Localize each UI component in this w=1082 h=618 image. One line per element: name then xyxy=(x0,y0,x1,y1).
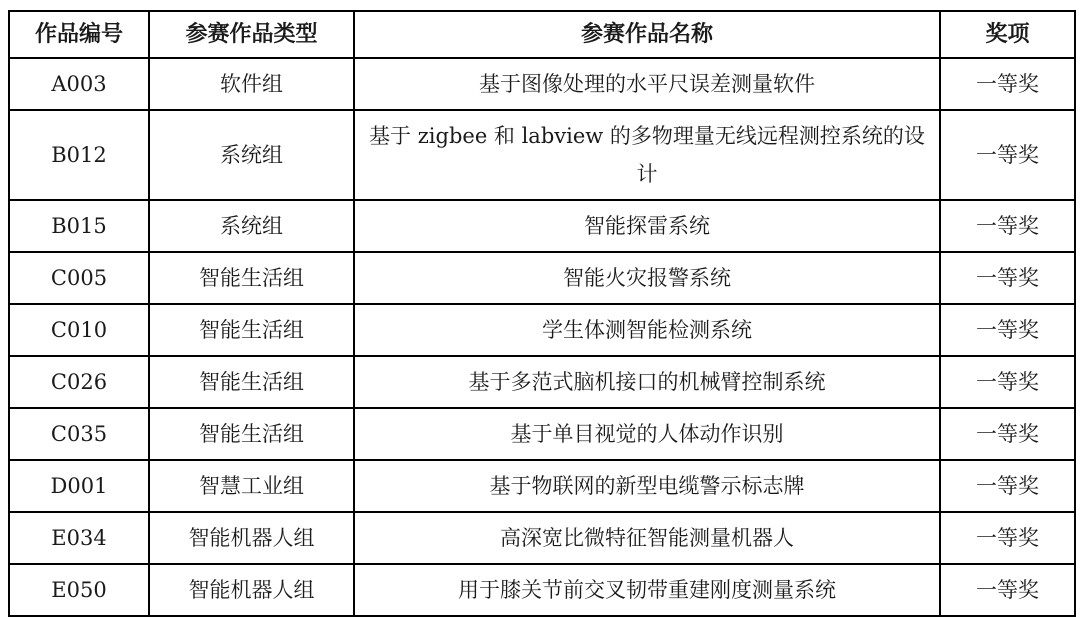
work-type-cell: 系统组 xyxy=(149,200,354,252)
award-cell: 一等奖 xyxy=(940,460,1075,512)
work-type-cell: 智能生活组 xyxy=(149,304,354,356)
work-name-cell: 基于单目视觉的人体动作识别 xyxy=(354,408,940,460)
award-table xyxy=(8,10,1076,617)
header-work-id: 作品编号 xyxy=(9,11,149,58)
table-row xyxy=(9,304,1075,356)
table-row xyxy=(9,512,1075,564)
work-type-cell: 智能生活组 xyxy=(149,356,354,408)
table-row xyxy=(9,460,1075,512)
table-row xyxy=(9,564,1075,616)
header-award: 奖项 xyxy=(940,11,1075,58)
work-type-cell: 智能机器人组 xyxy=(149,564,354,616)
work-id-cell: B012 xyxy=(9,110,149,200)
work-name-cell: 基于物联网的新型电缆警示标志牌 xyxy=(354,460,940,512)
work-id-cell: D001 xyxy=(9,460,149,512)
work-id-cell: C035 xyxy=(9,408,149,460)
work-name-cell: 智能探雷系统 xyxy=(354,200,940,252)
work-id-cell: C005 xyxy=(9,252,149,304)
work-id-cell: E034 xyxy=(9,512,149,564)
work-name-cell: 高深宽比微特征智能测量机器人 xyxy=(354,512,940,564)
table-row xyxy=(9,408,1075,460)
award-cell: 一等奖 xyxy=(940,512,1075,564)
work-name-cell: 用于膝关节前交叉韧带重建刚度测量系统 xyxy=(354,564,940,616)
work-type-cell: 系统组 xyxy=(149,110,354,200)
work-name-cell: 基于 zigbee 和 labview 的多物理量无线远程测控系统的设计 xyxy=(354,110,940,200)
work-name-cell: 基于多范式脑机接口的机械臂控制系统 xyxy=(354,356,940,408)
work-id-cell: E050 xyxy=(9,564,149,616)
header-row xyxy=(9,11,1075,58)
work-type-cell: 智慧工业组 xyxy=(149,460,354,512)
work-id-cell: A003 xyxy=(9,58,149,110)
table-body xyxy=(9,58,1075,616)
work-name-cell: 智能火灾报警系统 xyxy=(354,252,940,304)
award-cell: 一等奖 xyxy=(940,200,1075,252)
award-cell: 一等奖 xyxy=(940,408,1075,460)
award-cell: 一等奖 xyxy=(940,58,1075,110)
header-work-name: 参赛作品名称 xyxy=(354,11,940,58)
header-work-type: 参赛作品类型 xyxy=(149,11,354,58)
work-id-cell: B015 xyxy=(9,200,149,252)
award-cell: 一等奖 xyxy=(940,252,1075,304)
table-row xyxy=(9,356,1075,408)
award-cell: 一等奖 xyxy=(940,304,1075,356)
table-row xyxy=(9,58,1075,110)
work-type-cell: 智能生活组 xyxy=(149,408,354,460)
table-row xyxy=(9,110,1075,200)
work-id-cell: C010 xyxy=(9,304,149,356)
work-type-cell: 软件组 xyxy=(149,58,354,110)
award-cell: 一等奖 xyxy=(940,110,1075,200)
table-header xyxy=(9,11,1075,58)
award-cell: 一等奖 xyxy=(940,356,1075,408)
work-type-cell: 智能机器人组 xyxy=(149,512,354,564)
award-cell: 一等奖 xyxy=(940,564,1075,616)
work-name-cell: 学生体测智能检测系统 xyxy=(354,304,940,356)
table-row xyxy=(9,252,1075,304)
table-row xyxy=(9,200,1075,252)
work-id-cell: C026 xyxy=(9,356,149,408)
work-name-cell: 基于图像处理的水平尺误差测量软件 xyxy=(354,58,940,110)
work-type-cell: 智能生活组 xyxy=(149,252,354,304)
